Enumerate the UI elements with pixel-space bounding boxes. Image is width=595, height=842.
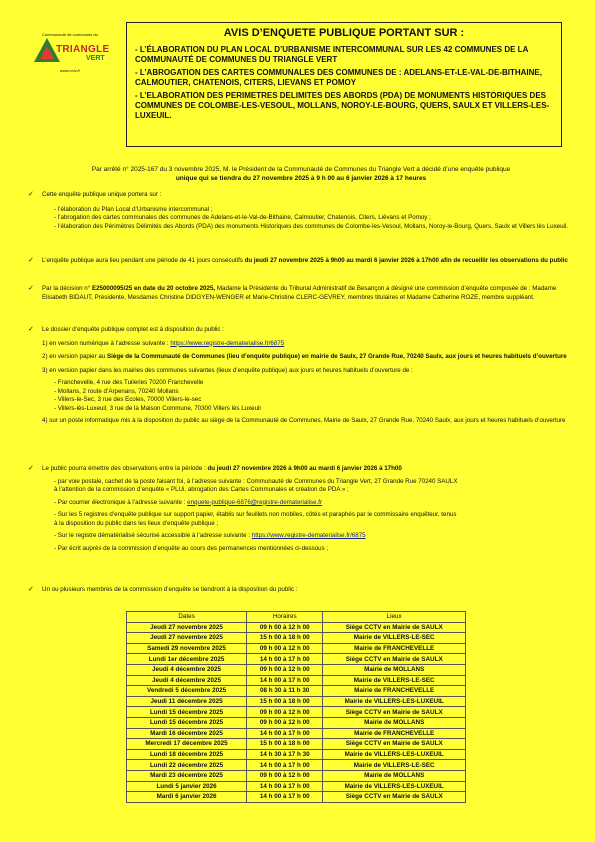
registre-link-2[interactable]: https://www.registre-dematerialise.fr/6875 [251, 532, 366, 539]
table-cell: Lundi 22 décembre 2025 [127, 760, 247, 771]
section-permanences [28, 586, 568, 595]
check-icon: ✓ [28, 191, 34, 198]
list-item: - l’abrogation des cartes communales des communes de Adelans-et-le-Val-de-Bithaine, Calmoutier, Chatenois, Citers, Lièvans et Pomoy ; [54, 214, 431, 221]
section-title: Le dossier d’enquête publique complet est à disposition du public : [42, 326, 224, 333]
table-cell: Siège CCTV en Mairie de SAULX [323, 707, 466, 718]
intro [36, 165, 566, 183]
table-cell: 14 h 00 à 17 h 00 [247, 781, 323, 792]
table-cell: 09 h 00 à 12 h 00 [247, 664, 323, 675]
commission-bold: E25000095/25 en date du 20 octobre 2025, [91, 285, 216, 292]
table-row [127, 770, 466, 781]
table-cell: Siège CCTV en Mairie de SAULX [323, 792, 466, 803]
table-cell: 08 h 30 à 11 h 30 [247, 686, 323, 697]
list-item: - Par écrit auprès de la commission d’enquête au cours des permanences mentionnées ci-dessous ; [54, 544, 329, 552]
table-cell: Jeudi 27 novembre 2025 [127, 622, 247, 633]
logo-url: www.cctv.fr [60, 68, 80, 73]
table-cell: Mardi 6 janvier 2026 [127, 792, 247, 803]
header-item: - L’ÉLABORATION DU PLAN LOCAL D’URBANISME INTERCOMMUNAL SUR LES 42 COMMUNES DE LA COMMUNAUTÉ DE COMMUNES DU TRIANGLE VERT [135, 45, 529, 64]
dossier-item-3: 3) en version papier dans les mairies des communes suivantes (lieux d’enquête publique) aux jours et heures habituels d’ouverture de : [42, 366, 413, 374]
table-row [127, 749, 466, 760]
list-item: à l’attention de la commission d’enquête « PLUi, abrogation des Cartes Communales et création de PDA » ; [54, 486, 349, 493]
list-item: - par voie postale, cachet de la poste faisant foi, à l’adresse suivante : Communauté de Communes du Triangle Vert, 27 Grande Rue 70240 SAULX [54, 477, 458, 485]
check-icon: ✓ [28, 465, 34, 472]
table-body [127, 622, 466, 802]
table-cell: 09 h 00 à 12 h 00 [247, 707, 323, 718]
header-item: - L’ABROGATION DES CARTES COMMUNALES DES COMMUNES DE : ADELANS-ET-LE-VAL-DE-BITHAINE, CALMOUTIER, CHATENOIS, CITERS, LIEVANS ET POMOY [135, 68, 542, 87]
section-dossier [28, 326, 568, 426]
table-cell: Mairie de VILLERS-LES-LUXEUIL [323, 781, 466, 792]
check-icon: ✓ [28, 586, 34, 593]
table-cell: Siège CCTV en Mairie de SAULX [323, 654, 466, 665]
table-row [127, 717, 466, 728]
table-row [127, 781, 466, 792]
table-cell: 15 h 00 à 18 h 00 [247, 633, 323, 644]
table-cell: Lundi 15 décembre 2025 [127, 707, 247, 718]
table-cell: 14 h 00 à 17 h 00 [247, 728, 323, 739]
table-row [127, 760, 466, 771]
logo-name: TRIANGLE [56, 44, 110, 55]
list-item: - Franchevelle, 4 rue des Tuileries 70200 Franchevelle [54, 379, 204, 386]
logo-tagline: Communauté de communes du [42, 32, 98, 37]
table-cell: Lundi 5 janvier 2026 [127, 781, 247, 792]
table-row [127, 622, 466, 633]
table-row [127, 792, 466, 803]
list-item: - Mollans, 2 route d’Arpenans, 70240 Mollans [54, 387, 179, 395]
header-item: - L’ELABORATION DES PERIMETRES DELIMITES DES ABORDS (PDA) DE MONUMENTS HISTORIQUES DES COMMUNES DE COLOMBE-LES-VESOUL, MOLLANS, NOROY-LE-BOURG, QUERS, SAULX ET VILLERS-LES-LUXEUIL. [135, 91, 550, 120]
table-cell: Mairie de MOLLANS [323, 664, 466, 675]
table-cell: Siège CCTV en Mairie de SAULX [323, 622, 466, 633]
section-title: Le public pourra émettre des observations entre la période : du jeudi 27 novembre 2026 à 9h00 au mardi 6 janvier 2026 à 17h00 [42, 465, 402, 472]
dossier-item-4: 4) sur un poste informatique mis à la disposition du public au siège de la Communauté de Communes, Mairie de Saulx, 27 Grande Rue, 70240 Saulx, aux jours et heures habituels d’ouverture [42, 417, 566, 424]
registre-link[interactable]: https://www.registre-dematerialise.fr/6875 [170, 339, 285, 347]
permanences-table [126, 611, 466, 803]
table-row [127, 633, 466, 644]
check-icon: ✓ [28, 326, 34, 333]
table-cell: Jeudi 11 décembre 2025 [127, 696, 247, 707]
check-icon: ✓ [28, 285, 34, 292]
table-cell: Lundi 18 décembre 2025 [127, 749, 247, 760]
table-cell: Samedi 29 novembre 2025 [127, 643, 247, 654]
list-item: - Sur les 5 registres d’enquête publique sur support papier, établis sur feuillets non mobiles, côtés et paraphés par le commissaire enquêteur, tenus [54, 511, 457, 518]
email-link[interactable]: enquete-publique-6876@registre-dematerialise.fr [187, 498, 323, 506]
table-cell: Mardi 23 décembre 2025 [127, 770, 247, 781]
table-cell: 14 h 00 à 17 h 00 [247, 675, 323, 686]
table-cell: 15 h 00 à 18 h 00 [247, 739, 323, 750]
dossier-item-1: 1) en version numérique à l’adresse suivante : https://www.registre-dematerialise.fr/6875 [42, 339, 285, 347]
table-cell: Mairie de VILLERS-LE-SEC [323, 760, 466, 771]
section-title: Un ou plusieurs membres de la commission d’enquête se tiendront à la disposition du public : [42, 586, 298, 593]
table-cell: 14 h 00 à 17 h 00 [247, 792, 323, 803]
table-cell: Jeudi 4 décembre 2025 [127, 664, 247, 675]
table-cell: 15 h 00 à 18 h 00 [247, 696, 323, 707]
table-cell: Siège CCTV en Mairie de SAULX [323, 739, 466, 750]
table-row [127, 654, 466, 665]
table-cell: Lundi 1er décembre 2025 [127, 654, 247, 665]
section-title: Cette enquête publique unique portera sur : [42, 191, 162, 198]
table-cell: Mercredi 17 décembre 2025 [127, 739, 247, 750]
check-icon: ✓ [28, 257, 34, 264]
table-cell: Lundi 15 décembre 2025 [127, 717, 247, 728]
table-row [127, 707, 466, 718]
table-row [127, 643, 466, 654]
table-cell: 09 h 00 à 12 h 00 [247, 622, 323, 633]
table-cell: Mardi 16 décembre 2025 [127, 728, 247, 739]
table-cell: 09 h 00 à 12 h 00 [247, 643, 323, 654]
table-row [127, 739, 466, 750]
section-observations [28, 465, 568, 553]
commission-text-2: Madame la Présidente du Tribunal Administratif de Besançon a désigné une commission d’enquête composée de : Madame Elisabeth BIDAUT, Présidente, Mesdames Christine DIDGYEN-WENGER et Marie-Christine CLERC-GEVREY, membres titulaires et Madame Catherine ROZE, membre suppléant. [42, 285, 557, 301]
table-cell: Jeudi 27 novembre 2025 [127, 633, 247, 644]
table-cell: Jeudi 4 décembre 2025 [127, 675, 247, 686]
intro-text: Par arrêté n° 2025-167 du 3 novembre 2025, M. le Président de la Communauté de Communes du Triangle Vert a décidé d’une enquête publique [91, 166, 511, 173]
dossier-item-2: 2) en version papier au Siège de la Communauté de Communes (lieu d’enquête publique) en mairie de Saulx, 27 Grande Rue, 70240 Saulx, aux jours et heures habituels d’ouverture [42, 353, 567, 360]
table-cell: 14 h 00 à 17 h 00 [247, 760, 323, 771]
logo-name-2: VERT [86, 55, 105, 62]
duree-text: L’enquête publique aura lieu pendant une période de 41 jours consécutifs [42, 257, 243, 264]
table-cell: Mairie de VILLERS-LE-SEC [323, 633, 466, 644]
header-box [126, 22, 562, 147]
table-cell: Mairie de MOLLANS [323, 770, 466, 781]
duree-bold: du jeudi 27 novembre 2025 à 9h00 au mardi 6 janvier 2026 à 17h00 afin de recueillir les observations du public [244, 257, 568, 264]
triangle-inner-icon [40, 46, 54, 59]
table-row [127, 696, 466, 707]
table-cell: Mairie de MOLLANS [323, 717, 466, 728]
table-row [127, 675, 466, 686]
table-row [127, 664, 466, 675]
list-item: - Villers-le-Sec, 3 rue des Ecoles, 70000 Villers-le-sec [54, 396, 202, 403]
table-cell: Mairie de FRANCHEVELLE [323, 686, 466, 697]
page-title: AVIS D’ENQUETE PUBLIQUE PORTANT SUR : [223, 27, 465, 39]
table-cell: 14 h 00 à 17 h 00 [247, 654, 323, 665]
table-cell: Mairie de VILLERS-LES-LUXEUIL [323, 696, 466, 707]
column-header: Horaires [247, 612, 323, 623]
section-objet [28, 191, 568, 231]
list-item: - Par courrier électronique à l’adresse suivante : enquete-publique-6876@registre-dematerialise.fr [54, 498, 323, 506]
table-cell: 09 h 00 à 12 h 00 [247, 717, 323, 728]
section-duree [28, 257, 568, 266]
list-item: - Sur le registre dématérialisé sécurisé accessible à l’adresse suivante : https://www.registre-dematerialise.fr/6875 [54, 532, 366, 539]
list-item: - l’élaboration des Périmètres Délimités des Abords (PDA) des monuments Historiques des communes de Colombe-les-Vesoul, Mollans, Noroy-le-Bourg, Quers, Saulx et Villers lès Luxeuil. [54, 222, 569, 230]
table-cell: Vendredi 5 décembre 2025 [127, 686, 247, 697]
table-row [127, 686, 466, 697]
table-cell: Mairie de FRANCHEVELLE [323, 643, 466, 654]
table-header-row [127, 612, 466, 623]
column-header: Dates [127, 612, 247, 623]
logo [32, 30, 114, 86]
table-cell: 14 h 30 à 17 h 30 [247, 749, 323, 760]
table-cell: 09 h 00 à 12 h 00 [247, 770, 323, 781]
list-item: - Villers-lès-Luxeuil, 3 rue de la Maison Commune, 70300 Villers lès Luxeuil [54, 404, 261, 412]
table-cell: Mairie de VILLERS-LE-SEC [323, 675, 466, 686]
list-item: à la disposition du public dans les lieux d’enquête publique ; [54, 519, 219, 527]
section-commission [28, 285, 568, 302]
column-header: Lieux [323, 612, 466, 623]
commission-text: Par la décision n° [42, 285, 91, 292]
table-cell: Mairie de FRANCHEVELLE [323, 728, 466, 739]
table-row [127, 728, 466, 739]
list-item: - l’élaboration du Plan Local d’Urbanisme intercommunal ; [54, 205, 213, 213]
intro-bold: unique qui se tiendra du 27 novembre 2025 à 9 h 00 au 6 janvier 2026 à 17 heures [175, 175, 427, 182]
table-cell: Mairie de VILLERS-LES-LUXEUIL [323, 749, 466, 760]
